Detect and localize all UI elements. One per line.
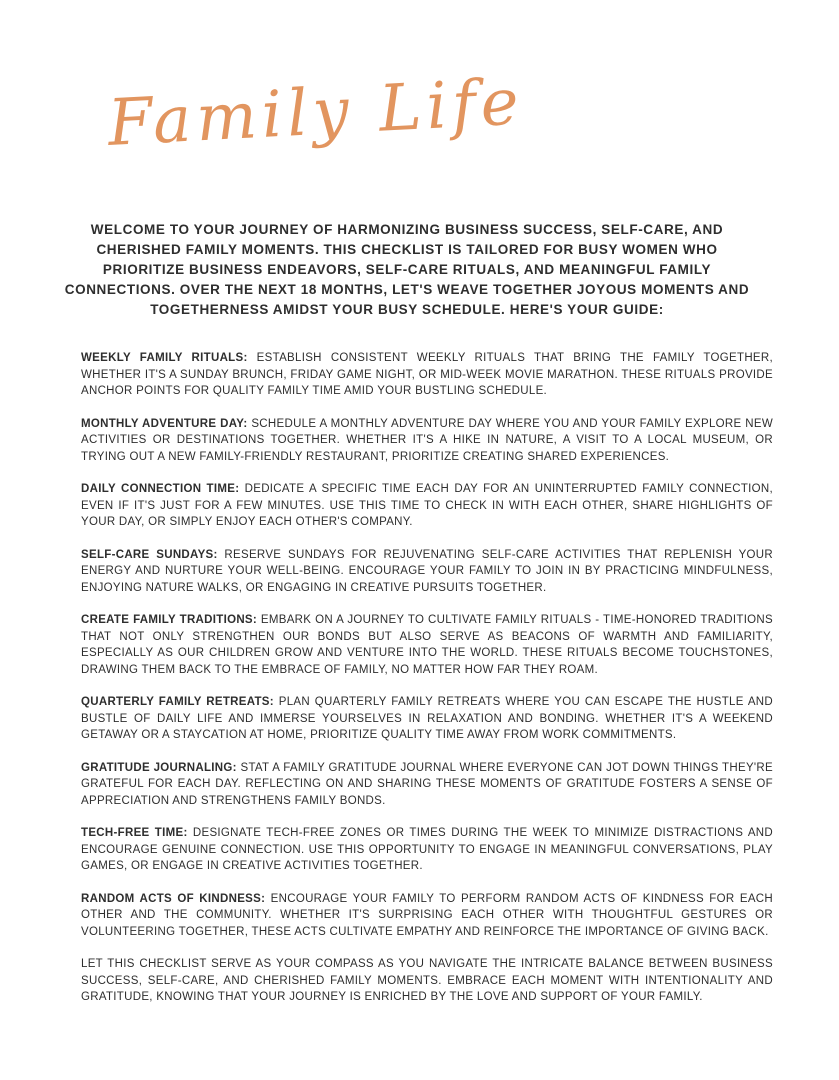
item-body: ESTABLISH CONSISTENT WEEKLY RITUALS THAT BRING THE FAMILY TOGETHER, WHETHER IT'S A SUNDAY BRUNCH, FRIDAY GAME NIGHT, OR MID-WEEK MOVIE MARATHON. THESE RITUALS PROVIDE ANCHOR POINTS FOR QUALITY FAMILY TIME AMID YOUR BUSTLING SCHEDULE.: [81, 352, 774, 397]
checklist-item-self-care-sundays: [81, 547, 773, 597]
closing-paragraph: [81, 956, 773, 1006]
item-lead: MONTHLY ADVENTURE DAY:: [81, 417, 248, 430]
item-body: PLAN QUARTERLY FAMILY RETREATS WHERE YOU CAN ESCAPE THE HUSTLE AND BUSTLE OF DAILY LIFE AND IMMERSE YOURSELVES IN RELAXATION AND BONDING. WHETHER IT'S A WEEKEND GETAWAY OR A STAYCATION AT HOME, PRIORITIZE QUALITY TIME AWAY FROM WORK COMMITMENTS.: [81, 696, 774, 741]
intro-paragraph: WELCOME TO YOUR JOURNEY OF HARMONIZING BUSINESS SUCCESS, SELF-CARE, AND CHERISHED FAMILY MOMENTS. THIS CHECKLIST IS TAILORED FOR BUSY WOMEN WHO PRIORITIZE BUSINESS ENDEAVORS, SELF-CARE RITUALS, AND MEANINGFUL FAMILY CONNECTIONS. OVER THE NEXT 18 MONTHS, LET'S WEAVE TOGETHER JOYOUS MOMENTS AND TOGETHERNESS AMIDST YOUR BUSY SCHEDULE. HERE'S YOUR GUIDE:: [64, 222, 750, 317]
item-lead: TECH-FREE TIME:: [81, 827, 188, 839]
checklist-item-weekly-family-rituals: [81, 350, 773, 400]
item-body: EMBARK ON A JOURNEY TO CULTIVATE FAMILY RITUALS - TIME-HONORED TRADITIONS THAT NOT ONLY STRENGTHEN OUR BONDS BUT ALSO SERVE AS BEACONS OF WARMTH AND FAMILIARITY, ESPECIALLY AS OUR CHILDREN GROW AND VENTURE INTO THE WORLD. THESE RITUALS BECOME TOUCHSTONES, DRAWING THEM BACK TO THE EMBRACE OF FAMILY, NO MATTER HOW FAR THEY ROAM.: [81, 614, 774, 676]
closing-text: LET THIS CHECKLIST SERVE AS YOUR COMPASS AS YOU NAVIGATE THE INTRICATE BALANCE BETWEEN BUSINESS SUCCESS, SELF-CARE, AND CHERISHED FAMILY MOMENTS. EMBRACE EACH MOMENT WITH INTENTIONALITY AND GRATITUDE, KNOWING THAT YOUR JOURNEY IS ENRICHED BY THE LOVE AND SUPPORT OF YOUR FAMILY.: [81, 958, 773, 1003]
page-title: Family Life: [106, 65, 526, 161]
item-lead: GRATITUDE JOURNALING:: [81, 761, 237, 774]
item-body: ENCOURAGE YOUR FAMILY TO PERFORM RANDOM ACTS OF KINDNESS FOR EACH OTHER AND THE COMMUNITY. WHETHER IT'S SURPRISING EACH OTHER WITH THOUGHTFUL GESTURES OR VOLUNTEERING TOGETHER, THESE ACTS CULTIVATE EMPATHY AND REINFORCE THE IMPORTANCE OF GIVING BACK.: [81, 892, 773, 938]
item-lead: SELF-CARE SUNDAYS:: [81, 548, 218, 561]
checklist-item-tech-free-time: [81, 825, 773, 875]
item-body: RESERVE SUNDAYS FOR REJUVENATING SELF-CARE ACTIVITIES THAT REPLENISH YOUR ENERGY AND NURTURE YOUR WELL-BEING. ENCOURAGE YOUR FAMILY TO JOIN IN BY PRACTICING MINDFULNESS, ENJOYING NATURE WALKS, OR ENGAGING IN CREATIVE PURSUITS TOGETHER.: [81, 548, 774, 594]
item-lead: CREATE FAMILY TRADITIONS:: [81, 614, 258, 626]
checklist-item-daily-connection-time: [81, 481, 773, 531]
checklist-item-create-family-traditions: [81, 612, 773, 678]
item-lead: RANDOM ACTS OF KINDNESS:: [81, 892, 266, 905]
item-lead: DAILY CONNECTION TIME:: [81, 483, 240, 495]
item-lead: WEEKLY FAMILY RITUALS:: [81, 352, 248, 364]
item-body: DESIGNATE TECH-FREE ZONES OR TIMES DURING THE WEEK TO MINIMIZE DISTRACTIONS AND ENCOURAGE GENUINE CONNECTION. USE THIS OPPORTUNITY TO ENGAGE IN MEANINGFUL CONVERSATIONS, PLAY GAMES, OR ENGAGE IN CREATIVE ACTIVITIES TOGETHER.: [81, 827, 773, 872]
checklist-sections: [0, 350, 839, 1006]
item-lead: QUARTERLY FAMILY RETREATS:: [81, 696, 274, 708]
item-body: SCHEDULE A MONTHLY ADVENTURE DAY WHERE YOU AND YOUR FAMILY EXPLORE NEW ACTIVITIES OR DESTINATIONS TOGETHER. WHETHER IT'S A HIKE IN NATURE, A VISIT TO A LOCAL MUSEUM, OR TRYING OUT A NEW FAMILY-FRIENDLY RESTAURANT, PRIORITIZE CREATING SHARED EXPERIENCES.: [81, 417, 773, 463]
checklist-item-monthly-adventure-day: [81, 416, 773, 466]
item-body: DEDICATE A SPECIFIC TIME EACH DAY FOR AN UNINTERRUPTED FAMILY CONNECTION, EVEN IF IT'S JUST FOR A FEW MINUTES. USE THIS TIME TO CHECK IN WITH EACH OTHER, SHARE HIGHLIGHTS OF YOUR DAY, OR SIMPLY ENJOY EACH OTHER'S COMPANY.: [81, 483, 773, 528]
checklist-item-quarterly-family-retreats: [81, 694, 773, 744]
checklist-item-random-acts-of-kindness: [81, 891, 773, 941]
item-body: STAT A FAMILY GRATITUDE JOURNAL WHERE EVERYONE CAN JOT DOWN THINGS THEY'RE GRATEFUL FOR EACH DAY. REFLECTING ON AND SHARING THESE MOMENTS OF GRATITUDE FOSTERS A SENSE OF APPRECIATION AND STRENGTHENS FAMILY BONDS.: [81, 761, 773, 807]
checklist-item-gratitude-journaling: [81, 760, 773, 810]
